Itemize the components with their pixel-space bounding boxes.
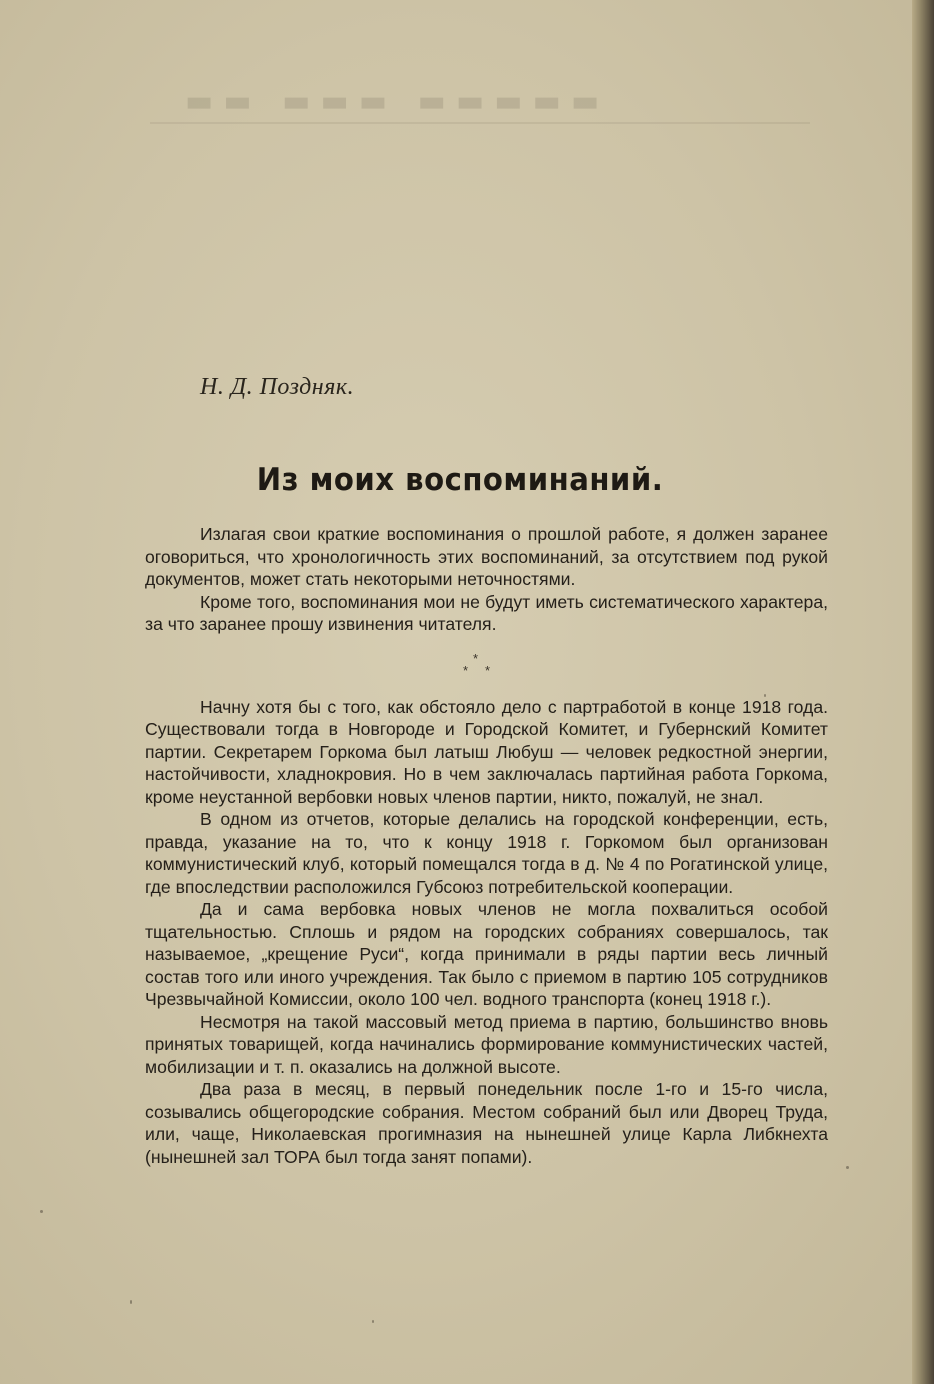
paragraph-main-5: Два раза в месяц, в первый понедельник после 1-го и 15-го числа, созывались общегородские собрания. Местом собраний был или Дворец Труда, или, чаще, Николаевская прогимназия на нынешней улице Карла Либкнехта (нынешней зал ТОРА был тогда занят попами).	[145, 1079, 828, 1167]
paragraph-main-1: Начну хотя бы с того, как обстояло дело с партработой в конце 1918 года. Существовали тогда в Новгороде и Городской Комитет, и Губернский Комитет партии. Секретарем Горкома был латыш Любуш — человек редкостной энергии, настойчивости, хладнокровия. Но в чем заключалась партийная работа Горкома, кроме неустанной вербовки новых членов партии, никто, пожалуй, не знал.	[145, 696, 828, 807]
bleed-through-rule	[150, 122, 810, 124]
paper-speck	[130, 1300, 132, 1304]
article-title: Из моих воспоминаний.	[256, 462, 664, 498]
separator-star: *	[485, 662, 491, 678]
author-name: Н. Д. Поздняк.	[200, 374, 355, 400]
paragraph-intro-2: Кроме того, воспоминания мои не будут иметь систематического характера, за что заранее прошу извинения читателя.	[145, 591, 828, 634]
paper-speck	[764, 694, 766, 697]
paper-speck	[372, 1320, 374, 1323]
paragraph-main-3: Да и сама вербовка новых членов не могла похвалиться особой тщательностью. Сплошь и рядом на городских собраниях совершалось, так называемое, „крещение Руси“, когда принимали в ряды партии весь личный состав того или иного учреждения. Так было с приемом в партию 105 сотрудников Чрезвычайной Комиссии, около 100 чел. водного транспорта (конец 1918 г.).	[145, 899, 828, 1009]
paragraph-intro-1: Излагая свои краткие воспоминания о прошлой работе, я должен заранее оговориться, что хронологичность этих воспоминаний, за отсутствием под рукой документов, может стать некоторыми неточностями.	[145, 524, 828, 589]
article-body	[145, 523, 828, 1168]
separator-star: *	[463, 662, 469, 678]
paragraph-main-4: Несмотря на такой массовый метод приема в партию, большинство вновь принятых товарищей, когда начинались формирование коммунистических частей, мобилизации и т. п. оказались на должной высоте.	[145, 1011, 828, 1077]
page-edge-shadow	[912, 0, 934, 1384]
paper-speck	[846, 1166, 849, 1169]
separator-star: *	[473, 650, 479, 666]
section-separator	[145, 644, 828, 692]
paper-speck	[40, 1210, 43, 1213]
bleed-through-text: ▬▬ ▬▬▬ ▬▬▬▬▬	[185, 84, 610, 119]
paragraph-main-2: В одном из отчетов, которые делались на городской конференции, есть, правда, указание на то, что к концу 1918 г. Горкомом был организован коммунистический клуб, который помещался тогда в д. № 4 по Рогатинской улице, где впоследствии расположился Губсоюз потребительской кооперации.	[145, 809, 828, 897]
